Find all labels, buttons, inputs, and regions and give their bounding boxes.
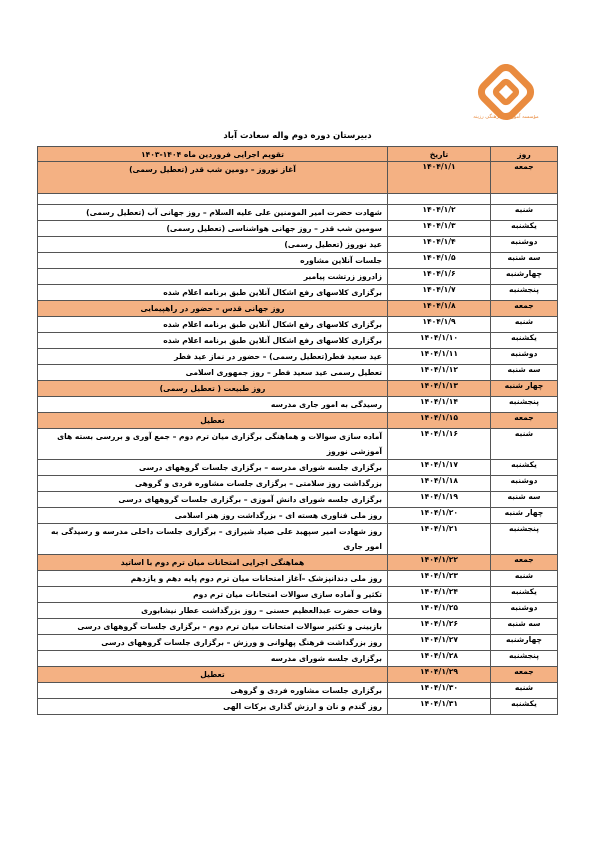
table-row [38, 253, 558, 269]
row-day: چهار شنبه [491, 381, 558, 397]
row-date: ۱۴۰۴/۱/۱۲ [388, 365, 491, 381]
row-event: روز بزرگداشت فرهنگ پهلوانی و ورزش – برگزاری جلسات گروههای درسی [38, 635, 388, 651]
row-day: سه شنبه [491, 253, 558, 269]
row-event: وفات حضرت عبدالعظیم حسنی – روز بزرگداشت عطار نیشابوری [38, 603, 388, 619]
row-date: ۱۴۰۴/۱/۲۰ [388, 508, 491, 524]
row-event: عید سعید فطر(تعطیل رسمی) – حضور در نماز عید فطر [38, 349, 388, 365]
row-date: ۱۴۰۴/۱/۲ [388, 205, 491, 221]
table-row [38, 683, 558, 699]
table-row [38, 555, 558, 571]
row-date: ۱۴۰۴/۱/۱۰ [388, 333, 491, 349]
row-day: چهار شنبه [491, 508, 558, 524]
row-day: شنبه [491, 317, 558, 333]
row-date: ۱۴۰۴/۱/۱۷ [388, 460, 491, 476]
row-date: ۱۴۰۴/۱/۱۹ [388, 492, 491, 508]
row-date: ۱۴۰۴/۱/۲۵ [388, 603, 491, 619]
row-day: دوشنبه [491, 237, 558, 253]
table-row [38, 603, 558, 619]
row-date: ۱۴۰۴/۱/۳ [388, 221, 491, 237]
row-date: ۱۴۰۴/۱/۱۵ [388, 413, 491, 429]
row-date: ۱۴۰۴/۱/۳۱ [388, 699, 491, 715]
row-event: تعطیل رسمی عید سعید فطر – روز جمهوری اسلامی [38, 365, 388, 381]
row-day: پنجشنبه [491, 651, 558, 667]
table-row [38, 571, 558, 587]
row-date: ۱۴۰۴/۱/۲۶ [388, 619, 491, 635]
row-date: ۱۴۰۴/۱/۲۹ [388, 667, 491, 683]
row-day: جمعه [491, 667, 558, 683]
row-event [38, 194, 388, 205]
table-row [38, 635, 558, 651]
table-row [38, 221, 558, 237]
table-row [38, 651, 558, 667]
row-day: دوشنبه [491, 476, 558, 492]
row-event: روز جهانی قدس – حضور در راهپیمایی [38, 301, 388, 317]
row-date: ۱۴۰۴/۱/۹ [388, 317, 491, 333]
row-day: جمعه [491, 162, 558, 194]
school-name: دبیرستان دوره دوم واله سعادت آباد [223, 131, 372, 141]
row-event: برگزاری کلاسهای رفع اشکال آنلاین طبق برنامه اعلام شده [38, 317, 388, 333]
row-day: جمعه [491, 301, 558, 317]
row-event: زادروز زرتشت پیامبر [38, 269, 388, 285]
table-row [38, 365, 558, 381]
row-event: برگزاری جلسه شورای مدرسه – برگزاری جلسات گروههای درسی [38, 460, 388, 476]
table-row [38, 699, 558, 715]
row-event: سومین شب قدر – روز جهانی هواشناسی (تعطیل رسمی) [38, 221, 388, 237]
row-event: جلسات آنلاین مشاوره [38, 253, 388, 269]
row-date: ۱۴۰۴/۱/۲۱ [388, 524, 491, 555]
row-event: برگزاری جلسه شورای دانش آموزی – برگزاری جلسات گروههای درسی [38, 492, 388, 508]
row-date: ۱۴۰۴/۱/۲۸ [388, 651, 491, 667]
table-row [38, 349, 558, 365]
row-day [491, 194, 558, 205]
row-event: شهادت حضرت امیر المومنین علی علیه السلام – روز جهانی آب (تعطیل رسمی) [38, 205, 388, 221]
table-row [38, 667, 558, 683]
table-row [38, 413, 558, 429]
row-day: شنبه [491, 429, 558, 460]
logo-caption: مؤسسه آموزشی فرهنگی رزینه [473, 114, 539, 120]
row-date: ۱۴۰۴/۱/۱۸ [388, 476, 491, 492]
row-event: برگزاری جلسه شورای مدرسه [38, 651, 388, 667]
table-row [38, 333, 558, 349]
table-row [38, 301, 558, 317]
row-event: بزرگداشت روز سلامتی – برگزاری جلسات مشاوره فردی و گروهی [38, 476, 388, 492]
row-day: شنبه [491, 683, 558, 699]
row-date: ۱۴۰۴/۱/۷ [388, 285, 491, 301]
row-day: چهارشنبه [491, 269, 558, 285]
row-event: عید نوروز (تعطیل رسمی) [38, 237, 388, 253]
table-header-row [38, 147, 558, 162]
table-row [38, 587, 558, 603]
row-event: تکثیر و آماده سازی سوالات امتحانات میان ترم دوم [38, 587, 388, 603]
row-event: هماهنگی اجرایی امتحانات میان ترم دوم با اساتید [38, 555, 388, 571]
row-day: دوشنبه [491, 349, 558, 365]
row-event: رسیدگی به امور جاری مدرسه [38, 397, 388, 413]
row-day: چهارشنبه [491, 635, 558, 651]
row-event: بازبینی و تکثیر سوالات امتحانات میان ترم دوم – برگزاری جلسات گروههای درسی [38, 619, 388, 635]
row-date: ۱۴۰۴/۱/۲۳ [388, 571, 491, 587]
row-day: شنبه [491, 571, 558, 587]
row-date: ۱۴۰۴/۱/۱۶ [388, 429, 491, 460]
table-row [38, 317, 558, 333]
row-date: ۱۴۰۴/۱/۱ [388, 162, 491, 194]
table-row [38, 285, 558, 301]
row-day: یکشنبه [491, 221, 558, 237]
table-row [38, 194, 558, 205]
table-row [38, 524, 558, 555]
header-day: روز [491, 147, 558, 162]
header-date: تاریخ [388, 147, 491, 162]
table-row [38, 460, 558, 476]
table-row [38, 476, 558, 492]
table-row [38, 508, 558, 524]
row-event: روز طبیعت ( تعطیل رسمی) [38, 381, 388, 397]
row-date: ۱۴۰۴/۱/۳۰ [388, 683, 491, 699]
row-day: شنبه [491, 205, 558, 221]
row-date: ۱۴۰۴/۱/۲۷ [388, 635, 491, 651]
row-event: آماده سازی سوالات و هماهنگی برگزاری میان ترم دوم – جمع آوری و بررسی بسته های آموزشی نوروز [38, 429, 388, 460]
row-event: تعطیل [38, 667, 388, 683]
row-day: سه شنبه [491, 492, 558, 508]
row-date: ۱۴۰۴/۱/۲۲ [388, 555, 491, 571]
row-day: یکشنبه [491, 460, 558, 476]
table-row [38, 269, 558, 285]
row-day: دوشنبه [491, 603, 558, 619]
row-date: ۱۴۰۴/۱/۱۱ [388, 349, 491, 365]
row-date: ۱۴۰۴/۱/۶ [388, 269, 491, 285]
row-day: پنجشنبه [491, 524, 558, 555]
table-row [38, 162, 558, 194]
row-day: جمعه [491, 555, 558, 571]
row-day: جمعه [491, 413, 558, 429]
row-day: پنجشنبه [491, 285, 558, 301]
table-row [38, 237, 558, 253]
table-row [38, 619, 558, 635]
table-row [38, 381, 558, 397]
header-event: تقویم اجرایی فروردین ماه ۱۴۰۴-۱۴۰۳ [38, 147, 388, 162]
calendar-body [38, 162, 558, 715]
row-date: ۱۴۰۴/۱/۸ [388, 301, 491, 317]
row-event: روز ملی فناوری هسته ای – بزرگداشت روز هنر اسلامی [38, 508, 388, 524]
calendar-table [37, 146, 558, 715]
row-event: برگزاری کلاسهای رفع اشکال آنلاین طبق برنامه اعلام شده [38, 333, 388, 349]
row-day: پنجشنبه [491, 397, 558, 413]
row-date: ۱۴۰۴/۱/۱۳ [388, 381, 491, 397]
row-day: یکشنبه [491, 587, 558, 603]
row-day: سه شنبه [491, 365, 558, 381]
row-date: ۱۴۰۴/۱/۵ [388, 253, 491, 269]
row-event: برگزاری کلاسهای رفع اشکال آنلاین طبق برنامه اعلام شده [38, 285, 388, 301]
row-day: یکشنبه [491, 699, 558, 715]
row-event: روز شهادت امیر سپهبد علی صیاد شیرازی – برگزاری جلسات داخلی مدرسه و رسیدگی به امور جاری [38, 524, 388, 555]
row-event: روز ملی دندانپزشک –آغاز امتحانات میان ترم دوم پایه دهم و یازدهم [38, 571, 388, 587]
row-event: آغاز نوروز – دومین شب قدر (تعطیل رسمی) [38, 162, 388, 194]
row-day: یکشنبه [491, 333, 558, 349]
table-row [38, 397, 558, 413]
row-date: ۱۴۰۴/۱/۴ [388, 237, 491, 253]
row-event: برگزاری جلسات مشاوره فردی و گروهی [38, 683, 388, 699]
table-row [38, 492, 558, 508]
row-event: روز گندم و نان و ارزش گذاری برکات الهی [38, 699, 388, 715]
row-event: تعطیل [38, 413, 388, 429]
row-date: ۱۴۰۴/۱/۱۴ [388, 397, 491, 413]
row-date [388, 194, 491, 205]
row-date: ۱۴۰۴/۱/۲۴ [388, 587, 491, 603]
table-row [38, 429, 558, 460]
row-day: سه شنبه [491, 619, 558, 635]
table-row [38, 205, 558, 221]
